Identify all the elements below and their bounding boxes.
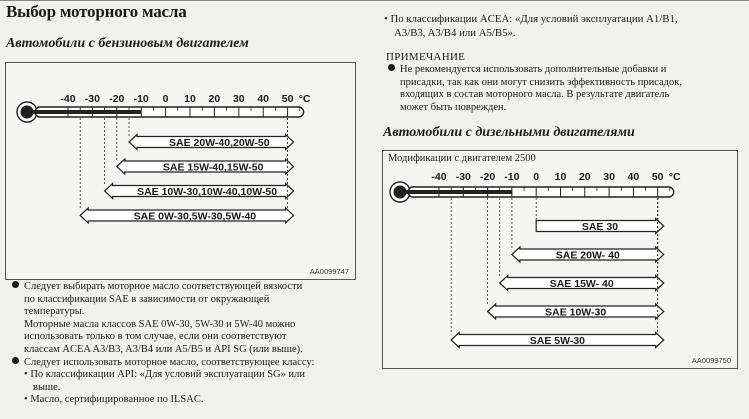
gasoline-heading: Автомобили с бензиновым двигателем — [6, 36, 249, 51]
scale-label: -10 — [504, 171, 520, 183]
text-line: по классификации SAE в зависимости от окружающей — [24, 293, 270, 305]
scale-label: °C — [298, 93, 311, 105]
bullet-icon — [388, 64, 395, 71]
viscosity-range-bar — [129, 118, 294, 150]
scale-label: -30 — [455, 171, 471, 183]
text-line: Следует использовать моторное масло, соответствующее классу: — [12, 357, 357, 370]
bar-label: SAE 10W-30,10W-40,10W-50 — [137, 186, 278, 198]
scale-label: 0 — [162, 93, 169, 105]
text-line: температуры. — [24, 306, 85, 318]
scale-label: 10 — [184, 93, 196, 105]
acea-line: • По классификации ACEA: «Для условий эксплуатации A1/B1, — [384, 13, 678, 25]
scale-label: 40 — [627, 171, 640, 183]
text-line: • По классификации API: «Для условий эксплуатации SG» или — [24, 369, 306, 381]
scale-label: 50 — [651, 171, 664, 183]
bar-label: SAE 15W-40,15W-50 — [162, 161, 264, 174]
bar-label: SAE 5W-30 — [529, 335, 586, 347]
scale-label: 30 — [232, 93, 245, 105]
text-line: классам ACEA A3/B3, A3/B4 или A5/B5 и API SG (или выше). — [24, 343, 303, 355]
scale-label: -40 — [60, 93, 76, 105]
bar-label: SAE 10W-30 — [545, 306, 607, 319]
left-text-block — [12, 281, 357, 407]
note-block — [388, 64, 748, 114]
bar-label: SAE 0W-30,5W-30,5W-40 — [133, 210, 257, 223]
bullet-icon — [12, 357, 19, 364]
acea-block — [384, 12, 678, 40]
scale-label: 20 — [208, 93, 221, 105]
note-title: ПРИМЕЧАНИЕ — [386, 51, 466, 63]
bar-label: SAE 20W- 40 — [555, 249, 620, 262]
text-line: выше. — [33, 381, 61, 393]
figure-id: AA0099747 — [309, 267, 349, 276]
bar-label: SAE 30 — [581, 221, 619, 233]
scale-label: 20 — [578, 171, 591, 183]
scale-label: -20 — [109, 93, 125, 105]
scale-label: °C — [668, 171, 681, 183]
scale-label: -40 — [431, 171, 447, 183]
note-line: входящих в состав моторного масла. В результате двигатель — [400, 89, 670, 101]
diesel-viscosity-chart — [383, 151, 737, 368]
thermometer-icon — [390, 182, 674, 202]
scale-label: -30 — [84, 93, 100, 105]
page-title: Выбор моторного масла — [6, 2, 187, 21]
diesel-chart-panel — [382, 150, 738, 369]
scale-label: 30 — [603, 171, 615, 183]
acea-line: A3/B3, A3/B4 или A5/B5». — [394, 27, 516, 39]
thermometer-icon — [17, 102, 304, 122]
scale-label: -10 — [133, 93, 149, 105]
gasoline-viscosity-chart — [6, 63, 355, 279]
bar-label: SAE 15W- 40 — [549, 278, 614, 290]
diesel-heading: Автомобили с дизельными двигателями — [383, 125, 635, 140]
gasoline-chart-panel — [5, 62, 356, 280]
viscosity-range-bar — [536, 198, 664, 234]
note-line: Не рекомендуется использовать дополнительные добавки и — [388, 64, 748, 77]
scale-label: -20 — [480, 171, 496, 183]
chart-caption: Модификации с двигателем 2500 — [388, 153, 536, 164]
top-rule — [0, 0, 749, 1]
bullet-icon — [12, 281, 19, 288]
viscosity-range-bar — [105, 118, 294, 199]
figure-id: AA0099750 — [691, 356, 731, 365]
scale-label: 0 — [533, 171, 540, 183]
text-line: Следует выбирать моторное масло соответствующей вязкости — [12, 281, 357, 294]
scale-label: 50 — [281, 93, 294, 105]
note-line: присадки, так как они могут снизить эффективность присадок, — [400, 76, 682, 88]
text-line: использовать только в том случае, если они соответствуют — [24, 331, 287, 343]
scale-label: 10 — [554, 171, 567, 183]
bar-label: SAE 20W-40,20W-50 — [169, 137, 270, 149]
text-line: Моторные масла классов SAE 0W-30, 5W-30 и 5W-40 можно — [24, 318, 296, 330]
viscosity-range-bar — [500, 198, 664, 291]
text-line: • Масло, сертифицированное по ILSAC. — [24, 394, 204, 406]
scale-label: 40 — [257, 93, 270, 105]
note-line: может быть поврежден. — [400, 101, 507, 113]
